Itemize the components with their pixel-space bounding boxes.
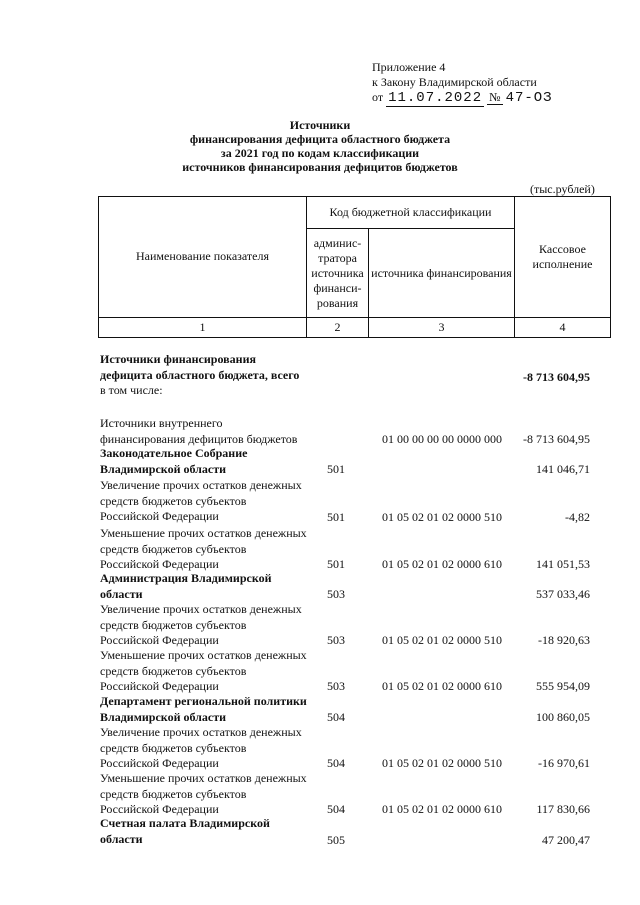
appendix-date-line [372, 90, 553, 106]
row-code: 01 05 02 01 02 0000 510 [382, 510, 502, 524]
table-row: Законодательное Собрание Владимирской области [100, 446, 248, 476]
row-value: 555 954,09 [536, 679, 590, 693]
row-admin: 505 [327, 833, 345, 847]
title-line3: за 2021 год по кодам классификации [220, 146, 420, 160]
row-value: 141 051,53 [536, 557, 590, 571]
row-value: -4,82 [565, 510, 590, 524]
title-line4: источников финансирования дефицитов бюджетов [182, 160, 458, 174]
table-row: Уменьшение прочих остатков денежных средств бюджетов субъектов Российской Федерации [100, 648, 307, 693]
row-admin: 504 [327, 802, 345, 816]
row-code: 01 05 02 01 02 0000 610 [382, 802, 502, 816]
appendix-from: от [372, 90, 384, 104]
header-col1: Наименование показателя [99, 197, 307, 318]
table-row: Администрация Владимирской области [100, 571, 272, 601]
table-row: Уменьшение прочих остатков денежных средств бюджетов субъектов Российской Федерации [100, 771, 307, 816]
header-num2: 2 [307, 317, 369, 337]
header-group: Код бюджетной классификации [307, 197, 515, 229]
row-value: 537 033,46 [536, 587, 590, 601]
appendix-number: 47-ОЗ [505, 90, 553, 106]
header-col4: Кассовое исполнение [515, 197, 611, 318]
header-num4: 4 [515, 317, 611, 337]
row-name: Источники финансирования дефицита областного бюджета, всего [100, 352, 300, 382]
title-line2: финансирования дефицита областного бюджета [189, 132, 451, 146]
row-value: 141 046,71 [536, 462, 590, 476]
row-value: 117 830,66 [536, 802, 590, 816]
row-admin: 504 [327, 710, 345, 724]
table-row [100, 352, 308, 399]
table-header [98, 196, 611, 338]
row-value: 100 860,05 [536, 710, 590, 724]
table-row: Источники внутреннего финансирования дефицитов бюджетов [100, 416, 298, 446]
row-admin: 503 [327, 633, 345, 647]
table-row: Департамент региональной политики Владимирской области [100, 694, 307, 724]
header-col3: источника финансирования [369, 229, 515, 318]
table-row: Увеличение прочих остатков денежных средств бюджетов субъектов Российской Федерации [100, 602, 302, 647]
row-admin: 501 [327, 557, 345, 571]
row-value: -18 920,63 [538, 633, 590, 647]
header-num3: 3 [369, 317, 515, 337]
table-row: Уменьшение прочих остатков денежных средств бюджетов субъектов Российской Федерации [100, 526, 307, 571]
appendix-line1: Приложение 4 [372, 60, 446, 74]
units-label: (тыс.рублей) [530, 182, 595, 196]
row-value: -8 713 604,95 [523, 370, 590, 384]
row-admin: 504 [327, 756, 345, 770]
row-value: 47 200,47 [542, 833, 590, 847]
table-row: Счетная палата Владимирской области [100, 816, 270, 846]
header-num1: 1 [99, 317, 307, 337]
row-admin: 501 [327, 462, 345, 476]
title-line1: Источники [289, 118, 351, 132]
row-value: -8 713 604,95 [523, 432, 590, 446]
row-code: 01 05 02 01 02 0000 510 [382, 756, 502, 770]
row-admin: 503 [327, 587, 345, 601]
document-title [0, 118, 640, 174]
appendix-line2: к Закону Владимирской области [372, 75, 537, 89]
row-suffix: в том числе: [100, 383, 163, 397]
row-code: 01 05 02 01 02 0000 510 [382, 633, 502, 647]
appendix-date: 11.07.2022 [388, 90, 483, 106]
row-code: 01 00 00 00 00 0000 000 [382, 432, 502, 446]
row-code: 01 05 02 01 02 0000 610 [382, 557, 502, 571]
header-col2: админис-тратора источника финанси-рования [307, 229, 369, 318]
table-row: Увеличение прочих остатков денежных средств бюджетов субъектов Российской Федерации [100, 478, 302, 523]
table-row: Увеличение прочих остатков денежных средств бюджетов субъектов Российской Федерации [100, 725, 302, 770]
row-admin: 503 [327, 679, 345, 693]
row-value: -16 970,61 [538, 756, 590, 770]
appendix-number-sign: № [489, 90, 501, 104]
appendix-block [372, 60, 553, 106]
row-code: 01 05 02 01 02 0000 610 [382, 679, 502, 693]
row-admin: 501 [327, 510, 345, 524]
